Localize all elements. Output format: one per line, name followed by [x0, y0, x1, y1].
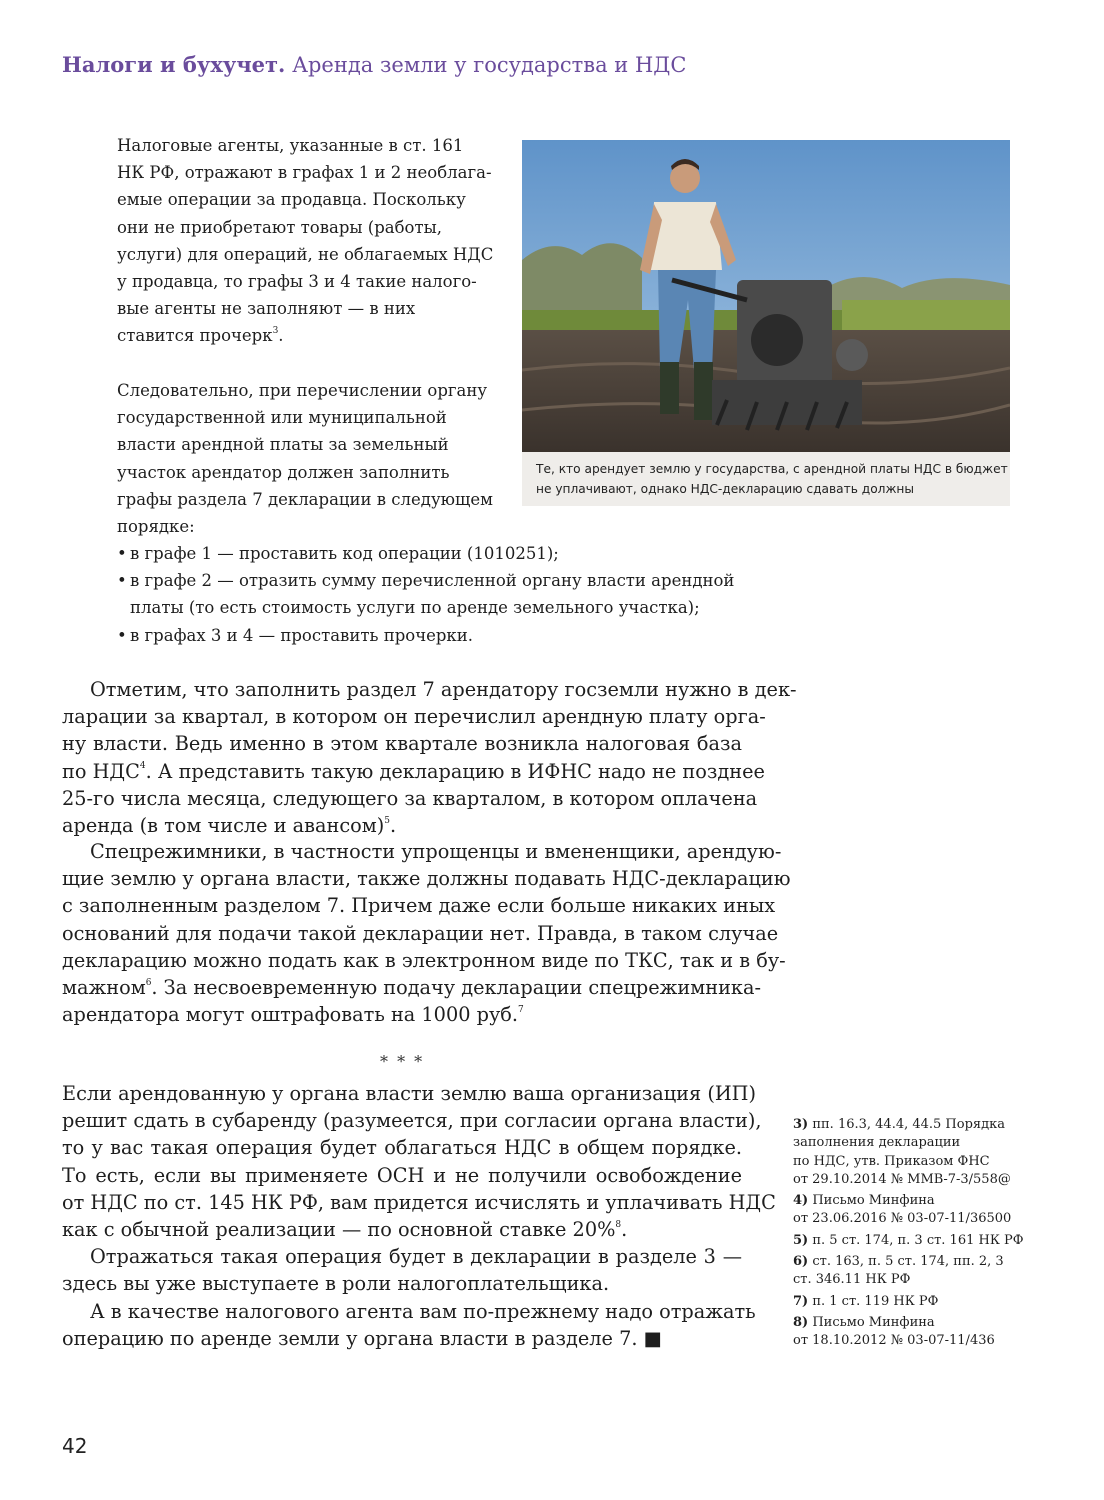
footnote-line: [793, 1293, 1033, 1311]
footnote-number: 4): [793, 1193, 809, 1209]
text-line: 25-го числа месяца, следующего за кварталом, в котором оплачена: [62, 786, 758, 810]
text-line: государственной или муниципальной: [117, 408, 447, 428]
conclusion-paragraph: [117, 377, 493, 540]
text-line: [62, 1216, 742, 1243]
text-line: Следовательно, при перечислении органу: [117, 381, 488, 400]
text-line: оснований для подачи такой декларации нет. Правда, в таком случае: [62, 921, 779, 945]
text-line: Отражаться такая операция будет в декларации в разделе 3 —: [90, 1245, 742, 1268]
text-line: ларации за квартал, в котором он перечислил арендную плату орга-: [62, 705, 766, 729]
text-run: . А представить такую декларацию в ИФНС надо не позднее: [145, 759, 765, 783]
text-line: щие землю у органа власти, также должны подавать НДС-декларацию: [62, 867, 791, 891]
text-line: То есть, если вы применяете ОСН и не получили освобождение: [62, 1163, 742, 1187]
text-line: Если арендованную у органа власти землю ваша организация (ИП): [62, 1082, 757, 1105]
footnote-line: [793, 1116, 1033, 1134]
page-number: 42: [62, 1434, 88, 1458]
footnote-ref[interactable]: 7: [518, 1004, 524, 1015]
footnote-ref[interactable]: 4: [139, 761, 146, 772]
footnote-line: от 18.10.2012 № 03-07-11/436: [793, 1333, 995, 1349]
text-line: А в качестве налогового агента вам по-прежнему надо отражать: [90, 1300, 756, 1323]
footnote-ref[interactable]: 8: [615, 1219, 622, 1230]
text-run: как с обычной реализации — по основной ставке 20%: [62, 1218, 616, 1242]
text-run: .: [278, 326, 284, 346]
text-line: власти арендной платы за земельный: [117, 435, 449, 455]
running-header: [62, 52, 686, 77]
text-line: Отметим, что заполнить раздел 7 арендатору госземли нужно в дек-: [90, 678, 797, 701]
footnote-ref[interactable]: 5: [384, 815, 391, 826]
text-line: • в графах 3 и 4 — проставить прочерки.: [130, 625, 473, 645]
text-line: [62, 974, 761, 1001]
footnote-line: по НДС, утв. Приказом ФНС: [793, 1153, 990, 1169]
text-run: . За несвоевременную подачу декларации спецрежимника-: [151, 976, 761, 1000]
text-line: [62, 758, 765, 785]
text-line: от НДС по ст. 145 НК РФ, вам придется исчислять и уплачивать НДС: [62, 1190, 776, 1214]
text-line: графы раздела 7 декларации в следующем: [117, 489, 493, 509]
text-run: аренда (в том числе и авансом): [62, 814, 385, 838]
footnote-ref[interactable]: 3: [272, 325, 279, 336]
caption-line: не уплачивают, однако НДС-декларацию сдавать должны: [536, 481, 915, 496]
text-line: [117, 322, 493, 349]
text-run: мажном: [62, 976, 146, 1000]
text-line: участок арендатор должен заполнить: [117, 462, 450, 482]
footnote: [793, 1253, 1033, 1290]
text-line: ну власти. Ведь именно в этом квартале возникла налоговая база: [62, 732, 742, 756]
text-line: платы (то есть стоимость услуги по аренде земельного участка);: [130, 598, 700, 618]
list-item: [117, 540, 734, 567]
footnote: [793, 1192, 1033, 1229]
footnote-number: 3): [793, 1117, 809, 1132]
footnote-line: заполнения декларации: [793, 1135, 961, 1151]
footnote-line: от 29.10.2014 № ММВ-7-3/558@: [793, 1171, 1011, 1187]
header-title: Аренда земли у государства и НДС: [292, 53, 687, 77]
footnote-text: пп. 16.3, 44.4, 44.5 Порядка: [812, 1117, 1006, 1132]
section-separator: * * *: [380, 1052, 425, 1071]
text-line: порядке:: [117, 517, 195, 537]
paragraph-5: [62, 1298, 756, 1352]
footnote-number: 6): [793, 1254, 809, 1270]
text-line: [62, 812, 742, 839]
footnote: [793, 1293, 1033, 1311]
text-line: операцию по аренде земли у органа власти в разделе 7. ■: [62, 1327, 662, 1351]
footnote-text: Письмо Минфина: [812, 1314, 935, 1330]
footnote: [793, 1232, 1033, 1250]
footnote-number: 7): [793, 1293, 809, 1309]
list-item: [117, 622, 734, 649]
paragraph-1: [62, 676, 797, 839]
text-line: решит сдать в субаренду (разумеется, при согласии органа власти),: [62, 1109, 762, 1133]
paragraph-2: [62, 838, 791, 1028]
footnote-text: п. 5 ст. 174, п. 3 ст. 161 НК РФ: [812, 1232, 1024, 1248]
footnote-number: 8): [793, 1314, 809, 1330]
text-line: они не приобретают товары (работы,: [117, 217, 442, 237]
footnote-ref[interactable]: 6: [145, 977, 152, 988]
footnote: [793, 1116, 1033, 1189]
footnote-line: [793, 1192, 1033, 1210]
figure-caption: [522, 452, 1010, 506]
photo-farmer-cultivator: [522, 140, 1010, 452]
footnote-text: Письмо Минфина: [812, 1193, 935, 1209]
text-run: по НДС: [62, 759, 140, 783]
footnotes: [793, 1116, 1033, 1354]
text-line: у продавца, то графы 3 и 4 такие налого-: [117, 272, 477, 292]
text-line: то у вас такая операция будет облагаться НДС в общем порядке.: [62, 1136, 742, 1160]
text-line: Налоговые агенты, указанные в ст. 161: [117, 136, 464, 155]
text-line: услуги) для операций, не облагаемых НДС: [117, 244, 494, 264]
footnote-line: от 23.06.2016 № 03-07-11/36500: [793, 1211, 1012, 1227]
footnote-line: ст. 346.11 НК РФ: [793, 1272, 911, 1288]
text-line: Спецрежимники, в частности упрощенцы и вмененщики, арендую-: [90, 840, 782, 863]
text-line: вые агенты не заполняют — в них: [117, 299, 416, 319]
text-line: емые операции за продавца. Поскольку: [117, 190, 466, 210]
text-line: здесь вы уже выступаете в роли налогоплательщика.: [62, 1272, 610, 1296]
header-section: Налоги и бухучет.: [62, 52, 286, 77]
intro-paragraph: [117, 132, 493, 350]
text-run: .: [390, 814, 397, 838]
footnote-text: ст. 163, п. 5 ст. 174, пп. 2, 3: [812, 1254, 1004, 1270]
text-line: [62, 1001, 742, 1028]
footnote: [793, 1314, 1033, 1351]
paragraph-3: [62, 1080, 776, 1243]
footnote-text: п. 1 ст. 119 НК РФ: [812, 1293, 939, 1309]
footnote-line: [793, 1232, 1033, 1250]
text-line: декларацию можно подать как в электронном виде по ТКС, так и в бу-: [62, 948, 786, 972]
text-line: • в графе 1 — проставить код операции (1010251);: [130, 544, 559, 563]
text-line: НК РФ, отражают в графах 1 и 2 необлага-: [117, 163, 492, 183]
list-item: [117, 567, 734, 621]
footnote-number: 5): [793, 1232, 809, 1248]
text-line: с заполненным разделом 7. Причем даже если больше никаких иных: [62, 894, 776, 918]
bullet-list: [117, 540, 734, 649]
text-run: ставится прочерк: [117, 326, 273, 346]
figure: [522, 140, 1010, 506]
footnote-line: [793, 1314, 1033, 1332]
caption-line: Те, кто арендует землю у государства, с арендной платы НДС в бюджет: [536, 462, 1008, 476]
text-run: .: [621, 1218, 628, 1242]
text-run: арендатора могут оштрафовать на 1000 руб.: [62, 1003, 519, 1027]
text-line: • в графе 2 — отразить сумму перечисленной органу власти арендной: [130, 571, 735, 591]
paragraph-4: [62, 1243, 742, 1297]
footnote-line: [793, 1253, 1033, 1271]
